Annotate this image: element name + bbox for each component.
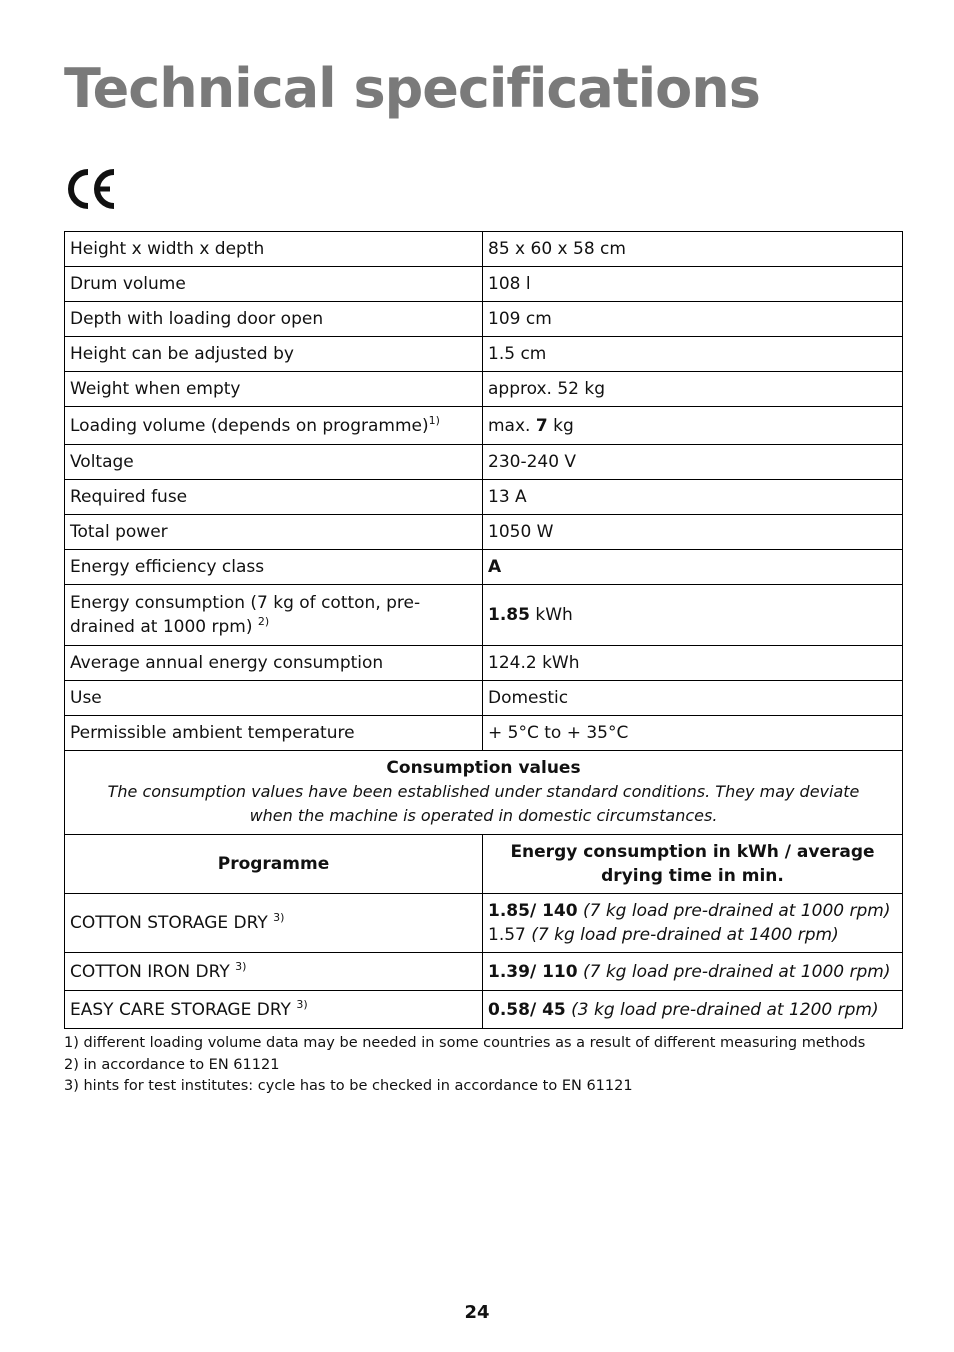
spec-row: [65, 267, 903, 302]
footnote: 3) hints for test institutes: cycle has to be checked in accordance to EN 61121: [64, 1078, 633, 1094]
energy-value: 1.85/ 140: [488, 901, 578, 921]
energy-cell: [483, 894, 903, 953]
energy-condition: (3 kg load pre-drained at 1200 rpm): [571, 999, 879, 1020]
consumption-header-row: [65, 835, 903, 894]
column-header-energy: Energy consumption in kWh / average drying time in min.: [483, 835, 903, 894]
spec-value: 108 l: [483, 267, 903, 302]
spec-row: [65, 445, 903, 480]
footnote-ref: 3): [296, 997, 308, 1011]
spec-row: [65, 515, 903, 550]
energy-value: 1.57: [488, 925, 526, 945]
programme-name: COTTON STORAGE DRY: [70, 913, 268, 933]
programme-cell: [65, 991, 483, 1029]
energy-condition: (7 kg load pre-drained at 1000 rpm): [582, 901, 891, 921]
programme-name: EASY CARE STORAGE DRY: [70, 999, 291, 1020]
spec-row: [65, 407, 903, 445]
spec-value: 109 cm: [483, 302, 903, 337]
spec-value-bold: 7: [535, 415, 548, 436]
spec-value: 1050 W: [483, 515, 903, 550]
consumption-row: [65, 894, 903, 953]
footnote-ref: 3): [235, 959, 247, 973]
spec-label: Energy efficiency class: [65, 550, 483, 585]
consumption-title: Consumption values: [386, 758, 581, 778]
footnotes: [64, 1033, 924, 1098]
spec-row: [65, 302, 903, 337]
spec-label: Height x width x depth: [65, 232, 483, 267]
spec-row: [65, 337, 903, 372]
consumption-note: The consumption values have been established under standard conditions. They may deviate when the machine is operated in domestic circumstances.: [107, 782, 860, 825]
spec-value: 85 x 60 x 58 cm: [483, 232, 903, 267]
spec-value: + 5°C to + 35°C: [483, 716, 903, 751]
spec-value: 1.5 cm: [483, 337, 903, 372]
spec-label: Total power: [65, 515, 483, 550]
energy-condition: (7 kg load pre-drained at 1400 rpm): [531, 925, 839, 945]
spec-value: [483, 407, 903, 445]
consumption-note-cell: [65, 751, 903, 835]
programme-name: COTTON IRON DRY: [70, 961, 230, 982]
footnote-ref: 1): [428, 413, 440, 427]
energy-line: [488, 923, 897, 947]
spec-label: Drum volume: [65, 267, 483, 302]
consumption-row: [65, 991, 903, 1029]
energy-cell: [483, 991, 903, 1029]
spec-label-text: Energy consumption (7 kg of cotton, pre-drained at 1000 rpm): [70, 593, 421, 637]
ce-conformity-icon: [64, 168, 118, 210]
energy-line: [488, 899, 897, 923]
spec-label: Depth with loading door open: [65, 302, 483, 337]
spec-value: 230-240 V: [483, 445, 903, 480]
spec-row: [65, 585, 903, 646]
spec-value: Domestic: [483, 681, 903, 716]
spec-row: [65, 372, 903, 407]
spec-value-suffix: kWh: [529, 605, 573, 625]
consumption-row: [65, 953, 903, 991]
column-header-programme: Programme: [65, 835, 483, 894]
spec-value: 13 A: [483, 480, 903, 515]
spec-label: [65, 407, 483, 445]
spec-value-prefix: max.: [488, 415, 536, 436]
spec-label: Permissible ambient temperature: [65, 716, 483, 751]
spec-row: [65, 480, 903, 515]
page-number: 24: [464, 1302, 490, 1323]
spec-label-text: Loading volume (depends on programme): [70, 415, 429, 436]
spec-row: [65, 232, 903, 267]
spec-label: Height can be adjusted by: [65, 337, 483, 372]
spec-value-bold: 1.85: [488, 605, 530, 625]
spec-label: Average annual energy consumption: [65, 646, 483, 681]
consumption-note-row: [65, 751, 903, 835]
spec-row: [65, 716, 903, 751]
spec-label: Required fuse: [65, 480, 483, 515]
spec-label: Voltage: [65, 445, 483, 480]
spec-table: [64, 231, 903, 1029]
footnote: 2) in accordance to EN 61121: [64, 1056, 280, 1073]
spec-label: Weight when empty: [65, 372, 483, 407]
energy-condition: (7 kg load pre-drained at 1000 rpm): [582, 961, 891, 982]
energy-cell: [483, 953, 903, 991]
footnote-ref: 3): [273, 911, 285, 924]
footnote-ref: 2): [257, 615, 270, 628]
page-title: Technical specifications: [64, 57, 760, 120]
spec-value: 124.2 kWh: [483, 646, 903, 681]
programme-cell: [65, 894, 483, 953]
spec-value: approx. 52 kg: [483, 372, 903, 407]
spec-value-suffix: kg: [547, 415, 574, 436]
energy-value: 1.39/ 110: [488, 961, 578, 982]
spec-row: [65, 646, 903, 681]
spec-value: [483, 585, 903, 646]
spec-row: [65, 550, 903, 585]
energy-value: 0.58/ 45: [488, 999, 566, 1020]
spec-value: A: [483, 550, 903, 585]
spec-row: [65, 681, 903, 716]
footnote: 1) different loading volume data may be needed in some countries as a result of different measuring methods: [64, 1035, 866, 1051]
programme-cell: [65, 953, 483, 991]
spec-label: Use: [65, 681, 483, 716]
spec-label: [65, 585, 483, 646]
